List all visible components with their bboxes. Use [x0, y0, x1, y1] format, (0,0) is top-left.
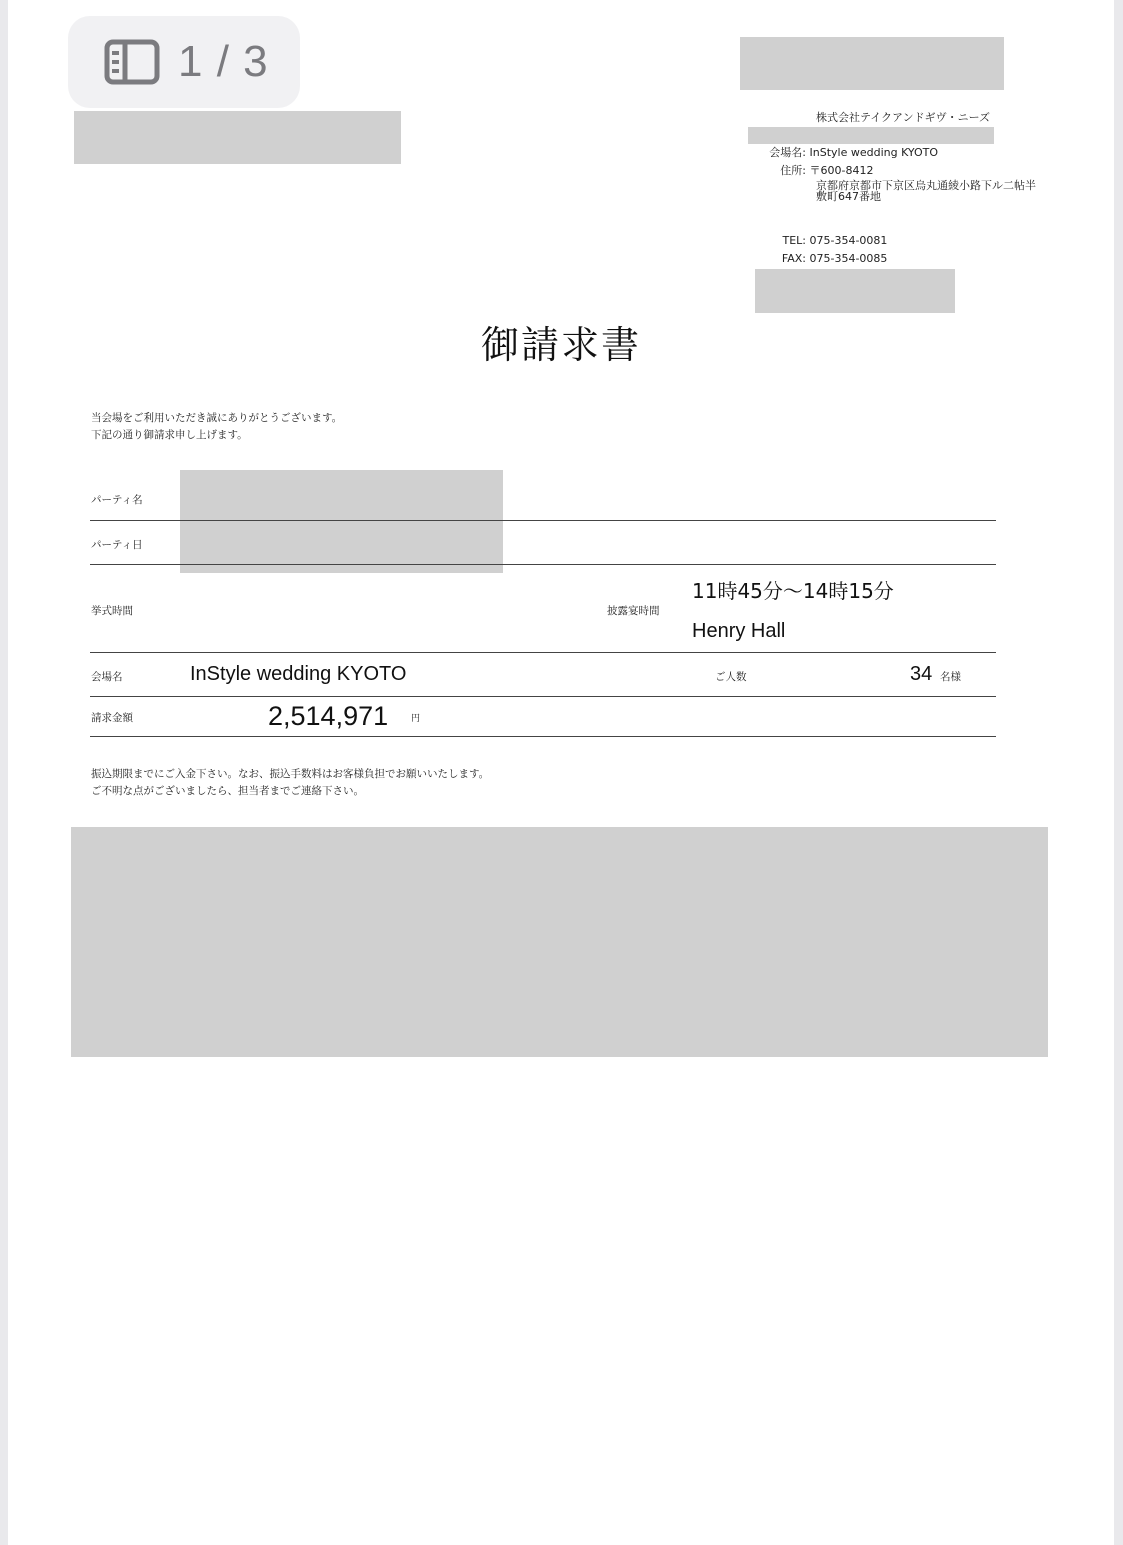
greeting-line2: 下記の通り御請求申し上げます。: [91, 429, 248, 441]
payment-notes-line1: 振込期限までにご入金下さい。なお、振込手数料はお客様負担でお願いいたします。: [91, 768, 490, 780]
sender-venue-value: InStyle wedding KYOTO: [809, 146, 939, 159]
guests-unit: 名様: [940, 671, 961, 683]
amount-value: 2,514,971: [268, 701, 389, 731]
sender-address-lines: [816, 180, 1036, 202]
divider-party-date: [90, 564, 996, 565]
redacted-sender-line: [748, 127, 994, 144]
redacted-stamp: [755, 269, 955, 313]
sender-address-line2: 敷町647番地: [816, 190, 881, 203]
payment-notes-line2: ご不明な点がございましたら、担当者までご連絡下さい。: [91, 785, 364, 797]
sender-address-line1: 京都府京都市下京区烏丸通綾小路下ル二帖半: [816, 179, 1036, 192]
amount-label: 請求金額: [91, 712, 133, 724]
reception-time-label: 披露宴時間: [607, 605, 660, 617]
venue-value: InStyle wedding KYOTO: [190, 663, 407, 685]
guests-label: ご人数: [715, 671, 747, 683]
sidebar-icon[interactable]: [104, 39, 160, 85]
sender-address-label: 住所:: [780, 164, 806, 177]
document-page: [8, 0, 1114, 1545]
sender-address: [762, 162, 873, 179]
guests-value: 34: [910, 663, 933, 685]
reception-time-value: 11時45分〜14時15分: [692, 579, 894, 603]
greeting: [91, 410, 342, 444]
amount-unit: 円: [411, 714, 421, 724]
document-title: 御請求書: [480, 323, 641, 367]
redacted-logo: [740, 37, 1004, 90]
divider-times: [90, 652, 996, 653]
sender-venue: [762, 144, 938, 161]
ceremony-time-label: 挙式時間: [91, 605, 133, 617]
party-date-label: パーティ日: [91, 539, 143, 551]
sender-venue-label: 会場名:: [769, 146, 806, 159]
hall-value: Henry Hall: [692, 620, 786, 642]
sender-fax: [762, 250, 887, 267]
divider-amount: [90, 736, 996, 737]
sender-fax-label: FAX:: [781, 252, 806, 265]
venue-label: 会場名: [91, 671, 123, 683]
sender-tel: [762, 232, 887, 249]
divider-venue: [90, 696, 996, 697]
greeting-line1: 当会場をご利用いただき誠にありがとうございます。: [91, 412, 343, 424]
sender-tel-label: TEL:: [782, 234, 806, 247]
payment-notes: [91, 766, 489, 800]
sender-company: 株式会社テイクアンドギヴ・ニーズ: [816, 111, 991, 124]
sender-fax-value: 075-354-0085: [809, 252, 888, 265]
redacted-recipient: [74, 111, 401, 164]
page-indicator[interactable]: [68, 16, 300, 108]
page-counter: 1 / 3: [178, 37, 269, 86]
sender-tel-value: 075-354-0081: [809, 234, 888, 247]
redacted-bank-details: [71, 827, 1048, 1057]
divider-party-name: [90, 520, 996, 521]
redacted-party-info: [180, 470, 503, 573]
party-name-label: パーティ名: [91, 494, 143, 506]
sender-postal-code: 〒600-8412: [809, 164, 874, 177]
